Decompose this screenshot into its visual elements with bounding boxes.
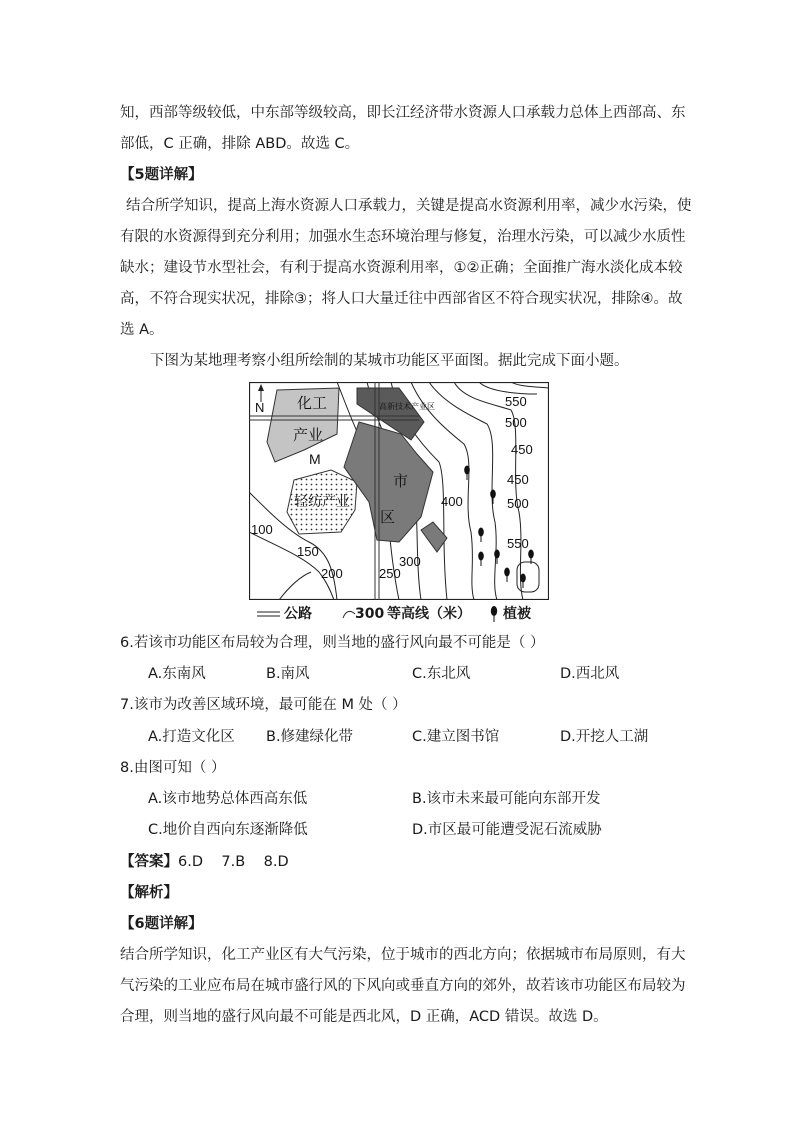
question-option: C.地价自西向东逐渐降低 xyxy=(148,822,308,838)
intro-line: 下图为某地理考察小组所绘制的某城市功能区平面图。据此完成下面小题。 xyxy=(150,353,629,369)
paragraph-line: 缺水；建设节水型社会，有利于提高水资源利用率，①②正确；全面推广海水淡化成本较 xyxy=(120,260,683,276)
question-option: A.东南风 xyxy=(148,666,206,682)
question-option: B.修建绿化带 xyxy=(266,729,354,745)
vegetation-icon xyxy=(489,605,499,623)
legend-vegetation-label: 植被 xyxy=(503,606,531,622)
contour-label: 300 xyxy=(399,554,421,569)
question-option: C.东北风 xyxy=(412,666,471,682)
contour-symbol xyxy=(342,608,356,620)
paragraph-line: 结合所学知识，提高上海水资源人口承载力，关键是提高水资源利用率，减少水污染，使 xyxy=(126,198,692,214)
question-option: B.南风 xyxy=(266,666,310,682)
question-option: D.西北风 xyxy=(560,666,620,682)
question-option: C.建立图书馆 xyxy=(412,729,500,745)
question-option: B.该市未来最可能向东部开发 xyxy=(412,791,601,807)
road-symbol xyxy=(256,608,282,620)
question-stem: 8.由图可知（ ） xyxy=(120,760,226,776)
chemical-zone-label: 化工 xyxy=(297,395,328,412)
contour-label: 150 xyxy=(297,544,319,559)
contour-label: 500 xyxy=(505,415,527,430)
m-marker-label: M xyxy=(309,451,321,467)
contour-label: 200 xyxy=(321,566,343,581)
chemical-zone-label: 产业 xyxy=(293,427,324,444)
paragraph-line: 选 A。 xyxy=(120,322,164,338)
contour-label: 100 xyxy=(251,522,273,537)
legend-contour-value: 300 xyxy=(355,606,385,622)
contour-label: 250 xyxy=(379,566,401,581)
contour-label: 450 xyxy=(507,472,529,487)
paragraph-line: 有限的水资源得到充分利用；加强水生态环境治理与修复，治理水污染，可以减少水质性 xyxy=(120,229,686,245)
contour-label: 550 xyxy=(505,394,527,409)
contour-label: 500 xyxy=(507,496,529,511)
question-option: D.开挖人工湖 xyxy=(560,729,649,745)
contour-label: 550 xyxy=(507,536,529,551)
paragraph-line: 合理，则当地的盛行风向最不可能是西北风，D 正确，ACD 错误。故选 D。 xyxy=(120,1009,608,1025)
paragraph-line: 部低，C 正确，排除 ABD。故选 C。 xyxy=(120,136,360,152)
legend-contour-label: 等高线（米） xyxy=(387,606,471,622)
question-stem: 6.若该市功能区布局较为合理，则当地的盛行风向最不可能是（ ） xyxy=(120,635,545,651)
city-function-map xyxy=(249,382,549,600)
answer-text: 6.D 7.B 8.D xyxy=(178,854,289,870)
paragraph-line: 气污染的工业应布局在城市盛行风的下风向或垂直方向的郊外，故若该市功能区布局较为 xyxy=(120,978,686,994)
paragraph-line: 知，西部等级较低，中东部等级较高，即长江经济带水资源人口承载力总体上西部高、东 xyxy=(120,105,686,121)
hitech-zone-label: 高新技术产业区 xyxy=(379,402,435,411)
legend-road-label: 公路 xyxy=(284,606,312,622)
contour-label: 450 xyxy=(511,442,533,457)
paragraph-line: 高，不符合现实状况，排除③；将人口大量迁往中西部省区不符合现实状况，排除④。故 xyxy=(120,291,683,307)
question-stem: 7.该市为改善区域环境，最可能在 M 处（ ） xyxy=(120,697,407,713)
section-heading: 【6题详解】 xyxy=(120,916,203,932)
question-option: D.市区最可能遭受泥石流威胁 xyxy=(412,822,602,838)
paragraph-line: 结合所学知识，化工产业区有大气污染，位于城市的西北方向；依据城市布局原则，有大 xyxy=(120,947,686,963)
question-option: A.打造文化区 xyxy=(148,729,235,745)
answer-line xyxy=(120,852,289,872)
city-label: 区 xyxy=(380,509,396,526)
answer-label: 【答案】 xyxy=(120,854,178,870)
city-label: 市 xyxy=(393,473,409,490)
section-heading: 【5题详解】 xyxy=(120,167,203,183)
question-option: A.该市地势总体西高东低 xyxy=(148,791,308,807)
textile-zone-label: 轻纺产业 xyxy=(294,493,350,509)
contour-label: 400 xyxy=(441,494,463,509)
analysis-heading: 【解析】 xyxy=(120,885,178,901)
north-label: N xyxy=(255,400,265,415)
